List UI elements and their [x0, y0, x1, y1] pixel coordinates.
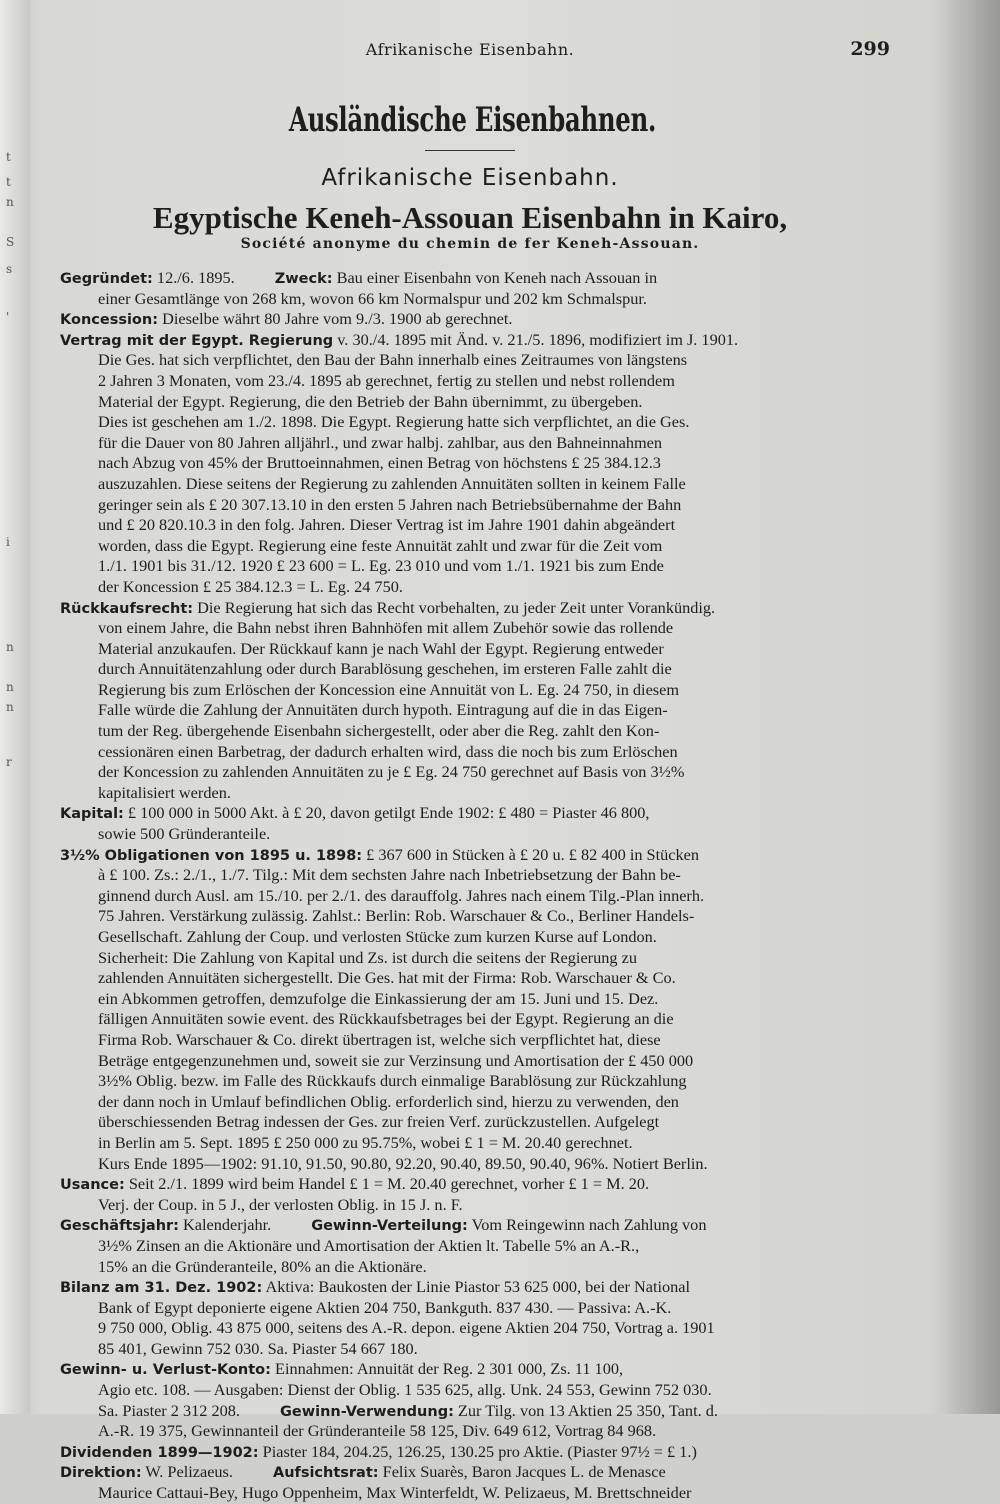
text-line: [60, 865, 880, 886]
gutter-mark: r: [6, 755, 12, 769]
field-text: und £ 20 820.10.3 in den folg. Jahren. Dieser Vertrag ist im Jahre 1901 dahin abgeändert: [98, 515, 676, 535]
field-text: der Koncession zu zahlenden Annuitäten zu je £ Eg. 24 750 gerechnet auf Basis von 3½%: [98, 762, 685, 782]
text-line: [60, 1318, 880, 1339]
text-line: [60, 1462, 880, 1483]
text-line: [60, 783, 880, 804]
field-text: in Berlin am 5. Sept. 1895 £ 250 000 zu 95.75%, wobei £ 1 = M. 20.40 gerechnet.: [98, 1132, 633, 1152]
entry-body: [60, 268, 880, 1504]
text-line: [60, 1195, 880, 1216]
field-text: worden, dass die Egypt. Regierung eine feste Annuität zahlt und zwar für die Zeit vom: [98, 535, 663, 555]
field-label: Gewinn- u. Verlust-Konto:: [60, 1362, 271, 1379]
field-text: Gesellschaft. Zahlung der Coup. und verlosten Stücke zum kurzen Kurse auf London.: [98, 927, 657, 946]
field-text: der dann noch in Umlauf befindlichen Oblig. erforderlich sind, hierzu zu verwenden, den: [98, 1091, 679, 1111]
text-line: [60, 1298, 880, 1319]
field-text: £ 367 600 in Stücken à £ 20 u. £ 82 400 in Stücken: [362, 844, 700, 864]
field-text: von einem Jahre, die Bahn nebst ihren Bahnhöfen mit allem Zubehör sowie das rollende: [98, 618, 674, 638]
field-text: v. 30./4. 1895 mit Änd. v. 21./5. 1896, modifiziert im J. 1901.: [333, 329, 739, 349]
field-label: Geschäftsjahr:: [60, 1218, 179, 1235]
field-text: geringer sein als £ 20 307.13.10 in den ersten 5 Jahren nach Betriebsübernahme der Bahn: [98, 494, 682, 514]
text-line: [60, 1009, 880, 1030]
field-text: ein Abkommen getroffen, demzufolge die Einkassierung der am 15. Juni und 15. Dez.: [98, 988, 659, 1008]
text-line: [60, 495, 880, 516]
field-label: Bilanz am 31. Dez. 1902:: [60, 1280, 263, 1297]
text-line: [60, 1236, 880, 1257]
text-line: [60, 1051, 880, 1072]
text-line: [60, 700, 880, 721]
field-label: Gegründet:: [60, 271, 153, 287]
title-divider: [425, 150, 515, 151]
field-label: Zweck:: [274, 271, 333, 287]
text-line: [60, 1215, 880, 1236]
text-line: [60, 350, 880, 371]
field-text: Aktiva: Baukosten der Linie Piastor 53 625 000, bei der National: [262, 1277, 691, 1297]
field-label: Direktion:: [60, 1465, 142, 1482]
text-line: [60, 927, 880, 948]
gutter-mark: ': [6, 310, 10, 324]
field-text: Maurice Cattaui-Bey, Hugo Oppenheim, Max Winterfeldt, W. Pelizaeus, M. Brettschneider: [98, 1483, 692, 1503]
field-text: der Koncession £ 25 384.12.3 = L. Eg. 24 750.: [98, 576, 403, 596]
field-label: Koncession:: [60, 312, 159, 329]
text-line: [60, 1442, 880, 1463]
field-text: Die Ges. hat sich verpflichtet, den Bau der Bahn innerhalb eines Zeitraumes von längstens: [98, 350, 688, 370]
text-line: [60, 556, 880, 577]
text-line: [60, 1421, 880, 1442]
field-text: Bank of Egypt deponierte eigene Aktien 204 750, Bankguth. 837 430. — Passiva: A.-K.: [98, 1297, 672, 1317]
text-line: [60, 1071, 880, 1092]
field-text: 1./1. 1901 bis 31./12. 1920 £ 23 600 = L. Eg. 23 010 und vom 1./1. 1921 bis zum Ende: [98, 556, 664, 576]
field-label: Rückkaufsrecht:: [60, 600, 194, 617]
text-line: [60, 989, 880, 1010]
field-text: 2 Jahren 3 Monaten, vom 23./4. 1895 ab gerechnet, fertig zu stellen und nebst rollendem: [98, 370, 675, 390]
field-text: Seit 2./1. 1899 wird beim Handel £ 1 = M. 20.40 gerechnet, vorher £ 1 = M. 20.: [124, 1174, 650, 1194]
text-line: [60, 1277, 880, 1298]
field-text: einer Gesamtlänge von 268 km, wovon 66 km Normalspur und 202 km Schmalspur.: [98, 288, 647, 308]
text-line: [60, 742, 880, 763]
field-text: Bau einer Eisenbahn von Keneh nach Assouan in: [332, 268, 658, 287]
text-line: [60, 433, 880, 454]
text-line: [60, 618, 880, 639]
field-label: Kapital:: [60, 806, 124, 823]
field-text: sowie 500 Gründeranteile.: [98, 824, 271, 844]
text-line: [60, 412, 880, 433]
text-line: [60, 845, 880, 866]
text-line: [60, 1030, 880, 1051]
field-label: Usance:: [60, 1177, 125, 1194]
text-line: [60, 968, 880, 989]
field-text: 75 Jahren. Verstärkung zulässig. Zahlst.: Berlin: Rob. Warschauer & Co., Berliner Handels-: [98, 906, 695, 926]
field-text: Vom Reingewinn nach Zahlung von: [467, 1215, 707, 1235]
field-text: à £ 100. Zs.: 2./1., 1./7. Tilg.: Mit dem sechsten Jahre nach Inbetriebsetzung der Bahn be-: [98, 865, 681, 885]
text-line: [60, 639, 880, 660]
field-text: fälligen Annuitäten sowie event. des Rückkaufsbetrages bei der Egypt. Regierung an die: [98, 1009, 674, 1029]
field-text: Firma Rob. Warschauer & Co. direkt übertragen ist, welche sich verpflichtet hat, diese: [98, 1029, 661, 1049]
text-line: [60, 371, 880, 392]
text-line: [60, 1154, 880, 1175]
field-text: Material der Egypt. Regierung, die den Betrieb der Bahn übernimmt, zu übergeben.: [98, 391, 643, 411]
field-text: £ 100 000 in 5000 Akt. à £ 20, davon getilgt Ende 1902: £ 480 = Piaster 46 800,: [123, 803, 650, 823]
field-text: nach Abzug von 45% der Bruttoeinnahmen, einen Betrag von höchstens £ 25 384.12.3: [98, 453, 661, 473]
field-label: Dividenden 1899—1902:: [60, 1444, 259, 1461]
text-line: [60, 721, 880, 742]
text-line: [60, 1174, 880, 1195]
field-text: zahlenden Annuitäten sichergestellt. Die Ges. hat mit der Firma: Rob. Warschauer & Co.: [98, 968, 676, 988]
running-title: Afrikanische Eisenbahn.: [365, 40, 575, 59]
field-text: Material anzukaufen. Der Rückkauf kann je nach Wahl der Egypt. Regierung entweder: [98, 638, 664, 658]
gutter-mark: n: [6, 640, 14, 654]
field-text: 9 750 000, Oblig. 43 875 000, seitens des A.-R. depon. eigene Aktien 204 750, Vortrag a. 1901: [98, 1318, 715, 1338]
text-line: [60, 1483, 880, 1504]
field-text: durch Annuitätenzahlung oder durch Barablösung geschehen, im ersteren Falle zahlt die: [98, 659, 672, 679]
field-text: Felix Suarès, Baron Jacques L. de Menasce: [378, 1462, 666, 1482]
gutter-mark: S: [6, 235, 15, 249]
text-line: [60, 659, 880, 680]
field-text: für die Dauer von 80 Jahren alljährl., und zwar halbj. zahlbar, aus den Bahneinnahmen: [98, 432, 663, 452]
text-line: [60, 1339, 880, 1360]
gutter-mark: n: [6, 195, 14, 209]
section-title: Afrikanische Eisenbahn.: [321, 165, 619, 191]
text-line: [60, 392, 880, 413]
field-text: Kurs Ende 1895—1902: 91.10, 91.50, 90.80, 92.20, 90.40, 89.50, 90.40, 96%. Notiert Berlin.: [98, 1153, 708, 1173]
text-line: [60, 803, 880, 824]
field-text: ginnend durch Ausl. am 15./10. per 2./1. des darauffolg. Jahres nach einem Tilg.-Plan innerh.: [98, 885, 705, 905]
main-title: Ausländische Eisenbahnen.: [288, 100, 657, 140]
gutter-mark: i: [6, 535, 10, 549]
field-text: Agio etc. 108. — Ausgaben: Dienst der Oblig. 1 535 625, allg. Unk. 24 553, Gewinn 752 030.: [98, 1380, 712, 1400]
text-line: [60, 824, 880, 845]
text-line: [60, 474, 880, 495]
field-label: 3½% Obligationen von 1895 u. 1898:: [60, 847, 363, 864]
field-text: Falle würde die Zahlung der Annuitäten durch hypoth. Eintragung auf die in das Eigen-: [98, 700, 668, 720]
text-line: [60, 1380, 880, 1401]
page-number: 299: [850, 38, 890, 60]
field-text: cessionären einen Barbetrag, der dadurch erhalten wird, dass die noch bis zum Erlöschen: [98, 741, 678, 761]
field-label: Gewinn-Verwendung:: [280, 1403, 454, 1420]
field-text: überschiessenden Betrag indessen der Ges. zur freien Verf. zurückzustellen. Aufgelegt: [98, 1112, 660, 1132]
field-text: 85 401, Gewinn 752 030. Sa. Piaster 54 667 180.: [98, 1338, 418, 1358]
field-label: Aufsichtsrat:: [272, 1465, 379, 1482]
company-name: Egyptische Keneh-Assouan Eisenbahn in Kairo,: [152, 200, 788, 235]
page-header: [60, 38, 890, 64]
field-text: 12./6. 1895.: [152, 268, 235, 287]
field-text: Die Regierung hat sich das Recht vorbehalten, zu jeder Zeit unter Vorankündig.: [193, 597, 716, 617]
text-line: [60, 762, 880, 783]
text-line: [60, 453, 880, 474]
field-text: 3½% Oblig. bezw. im Falle des Rückkaufs durch einmalige Barablösung zur Rückzahlung: [98, 1071, 687, 1091]
field-text: 15% an die Gründeranteile, 80% an die Aktionäre.: [98, 1256, 427, 1276]
field-text: Sicherheit: Die Zahlung von Kapital und Zs. ist durch die seitens der Regierung zu: [98, 947, 637, 967]
gutter-mark: s: [6, 262, 13, 276]
text-line: [60, 680, 880, 701]
field-text: Dies ist geschehen am 1./2. 1898. Die Egypt. Regierung hatte sich verpflichtet, an die Ges.: [98, 412, 690, 432]
text-line: [60, 536, 880, 557]
text-line: [60, 906, 880, 927]
field-text: Dieselbe währt 80 Jahre vom 9./3. 1900 ab gerechnet.: [158, 309, 513, 329]
text-line: [60, 268, 880, 289]
text-line: [60, 515, 880, 536]
field-text: auszuzahlen. Diese seitens der Regierung zu zahlenden Annuitäten sollten in keinem Falle: [98, 473, 686, 493]
field-text: Regierung bis zum Erlöschen der Koncession eine Annuität von L. Eg. 24 750, in diesem: [98, 679, 680, 699]
company-subtitle: Société anonyme du chemin de fer Keneh-Assouan.: [240, 236, 700, 252]
field-text: W. Pelizaeus.: [141, 1462, 233, 1482]
text-line: [60, 1401, 880, 1422]
gutter-mark: t: [6, 175, 11, 189]
field-text: Verj. der Coup. in 5 J., der verlosten Oblig. in 15 J. n. F.: [98, 1194, 463, 1214]
text-line: [60, 598, 880, 619]
text-line: [60, 289, 880, 310]
field-text: Kalenderjahr.: [178, 1215, 272, 1235]
gutter-mark: n: [6, 680, 14, 694]
field-text: Beträge entgegenzunehmen und, soweit sie zur Verzinsung und Amortisation der £ 450 000: [98, 1050, 694, 1070]
field-text: Sa. Piaster 2 312 208.: [98, 1400, 240, 1420]
text-line: [60, 330, 880, 351]
field-text: A.-R. 19 375, Gewinnanteil der Gründeranteile 58 125, Div. 649 612, Vortrag 84 968.: [98, 1421, 657, 1441]
gutter-mark: n: [6, 700, 14, 714]
gutter-mark: t: [6, 150, 11, 164]
text-line: [60, 1112, 880, 1133]
text-line: [60, 1092, 880, 1113]
field-label: Gewinn-Verteilung:: [311, 1218, 468, 1235]
field-text: Piaster 184, 204.25, 126.25, 130.25 pro Aktie. (Piaster 97½ = £ 1.): [258, 1441, 697, 1461]
text-line: [60, 1359, 880, 1380]
field-text: Zur Tilg. von 13 Aktien 25 350, Tant. d.: [453, 1400, 718, 1420]
text-line: [60, 1257, 880, 1278]
field-text: Einnahmen: Annuität der Reg. 2 301 000, Zs. 11 100,: [270, 1359, 624, 1379]
field-text: tum der Reg. übergehende Eisenbahn sichergestellt, oder aber die Reg. zahlt den Kon-: [98, 721, 660, 741]
text-line: [60, 886, 880, 907]
text-line: [60, 309, 880, 330]
page-edge-shadow: [930, 0, 1000, 1414]
text-line: [60, 577, 880, 598]
field-text: 3½% Zinsen an die Aktionäre und Amortisation der Aktien lt. Tabelle 5% an A.-R.,: [98, 1235, 640, 1255]
text-line: [60, 948, 880, 969]
text-line: [60, 1133, 880, 1154]
field-label: Vertrag mit der Egypt. Regierung: [60, 332, 334, 349]
field-text: kapitalisiert werden.: [98, 782, 231, 802]
